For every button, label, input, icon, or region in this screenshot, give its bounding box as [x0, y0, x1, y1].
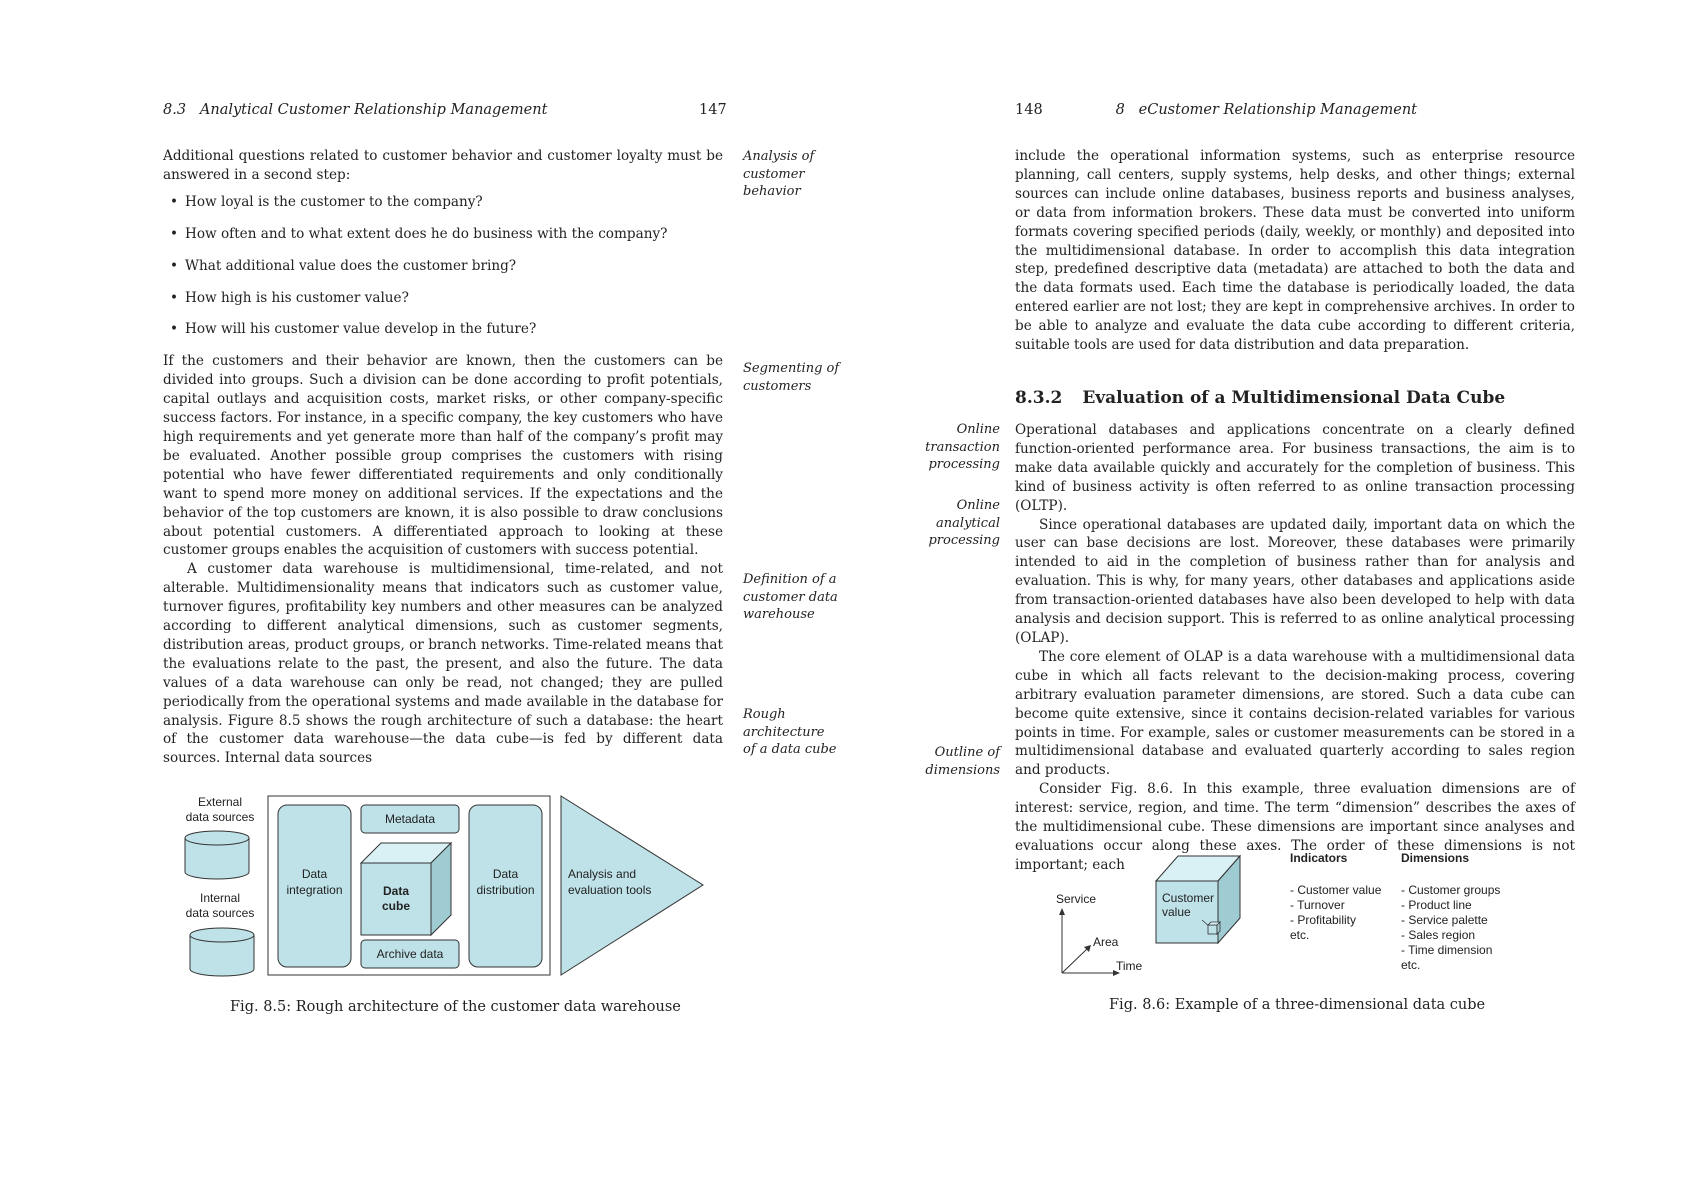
margin-note-analysis: Analysis of customer behavior: [743, 149, 815, 199]
dimension-item: - Sales region: [1401, 928, 1476, 942]
external-database-icon: [185, 831, 249, 879]
list-item: • How often and to what extent does he do business with the company?: [185, 225, 723, 244]
data-cube-label-line2: cube: [381, 899, 411, 913]
left-page: [0, 0, 842, 1191]
page-number-148: 148: [1015, 102, 1043, 118]
dimension-item: - Product line: [1401, 898, 1472, 912]
right-page: [842, 0, 1685, 1191]
internal-sources-label-line2: data sources: [185, 906, 255, 920]
internal-database-icon: [190, 928, 254, 976]
warehouse-paragraph: A customer data warehouse is multidimensional, time-related, and not alterable. Multidimensionality means that indicators such as customer value, turnover figures, profitability key numbers and other measures can be analyzed according to different analytical dimensions, such as customer segments, distribution areas, product groups, or branch networks. Time-related means that the evaluations relate to the past, the present, and also the future. The data values of a data warehouse can only be read, not changed; they are pulled periodically from the operational systems and made available in the database for analysis. Figure 8.5 shows the rough architecture of such a database: the heart of the customer data warehouse—the data cube—is fed by different data sources. Internal data sources: [163, 561, 723, 767]
oltp-paragraph: Operational databases and applications concentrate on a clearly defined function-oriented performance area. For business transactions, the aim is to make data available quickly and accurately for the completion of business. This kind of business activity is often referred to as online transaction processing (OLTP).: [1015, 422, 1575, 514]
consider-paragraph: Consider Fig. 8.6. In this example, three evaluation dimensions are of interest: service, region, and time. The term “dimension” describes the axes of the multidimensional cube. These dimensions are important since analyses and evaluations occur along these axes. The order of these dimensions is not important; each: [1015, 781, 1575, 873]
internal-sources-label-line1: Internal: [199, 891, 241, 905]
axis-area-label: Area: [1093, 935, 1119, 949]
cube-label-line1: Customer: [1162, 891, 1215, 905]
data-integration-label-line2: integration: [286, 883, 343, 897]
margin-note-oltp: Online transaction processing: [925, 422, 1000, 472]
figure-8-6-data-cube: [1052, 848, 1501, 978]
header-chapter-title: eCustomer Relationship Management: [1138, 102, 1417, 118]
header-section-number: 8.3: [163, 102, 187, 118]
cube-label-line2: value: [1162, 905, 1191, 919]
right-column-text-top: [1015, 147, 1575, 355]
page-number-147: 147: [699, 102, 727, 118]
dimension-item: - Service palette: [1401, 913, 1488, 927]
section-title: Evaluation of a Multidimensional Data Cube: [1082, 388, 1506, 408]
metadata-label: Metadata: [384, 812, 436, 826]
dimension-item: - Time dimension: [1401, 943, 1493, 957]
olap-paragraph: Since operational databases are updated daily, important data on which the user can base decisions are lost. Moreover, these databases were primarily intended to aid in the completion of business rather than for analysis and evaluation. This is why, for many years, other databases and applications aside from transaction-oriented databases have also been developed to help with data analysis and decision support. This is referred to as online analytical processing (OLAP).: [1015, 516, 1575, 646]
margin-note-dimensions: Outline of dimensions: [925, 745, 1000, 778]
margin-note-warehouse-definition: Definition of a customer data warehouse: [743, 572, 838, 622]
figure-8-6-caption: Fig. 8.6: Example of a three-dimensional data cube: [1109, 997, 1486, 1013]
figure-8-5-caption: Fig. 8.5: Rough architecture of the customer data warehouse: [230, 999, 681, 1015]
list-item: • How loyal is the customer to the company?: [185, 193, 723, 212]
running-header-left: [163, 102, 547, 118]
continued-paragraph: include the operational information systems, such as enterprise resource planning, call centers, supply systems, help desks, and other things; external sources can include online databases, business reports and business analyses, or data from information brokers. These data must be converted into uniform formats covering specified periods (daily, weekly, or monthly) and deposited into the multidimensional database. In order to accomplish this data integration step, predefined descriptive data (metadata) are attached to both the data and the data formats used. Each time the database is periodically loaded, the data entered earlier are not lost; they are kept in comprehensive archives. In order to be able to analyze and evaluate the data cube according to different criteria, suitable tools are used for data distribution and data preparation.: [1015, 148, 1575, 354]
axis-time-label: Time: [1116, 959, 1143, 973]
dimensions-heading: Dimensions: [1401, 851, 1470, 865]
figure-8-5-architecture: [170, 790, 710, 985]
indicator-item: - Customer value: [1290, 883, 1382, 897]
header-section-title: Analytical Customer Relationship Management: [199, 102, 548, 118]
question-list: [163, 193, 723, 340]
dimension-item: etc.: [1401, 958, 1421, 972]
section-heading-8-3-2: [1015, 388, 1505, 408]
list-item: • How high is his customer value?: [185, 289, 723, 308]
list-item: • What additional value does the customer bring?: [185, 257, 723, 276]
analysis-tools-label-line2: evaluation tools: [568, 883, 652, 897]
analysis-tools-label-line1: Analysis and: [568, 867, 637, 881]
list-item: • How will his customer value develop in the future?: [185, 320, 723, 339]
margin-note-rough-architecture: Rough architecture of a data cube: [743, 707, 837, 757]
left-column-text: [163, 147, 723, 768]
section-number: 8.3.2: [1015, 388, 1063, 408]
segmenting-paragraph: If the customers and their behavior are known, then the customers can be divided into groups. Such a division can be done according to profit potentials, capital outlays and acquisition costs, market risks, or other company-specific success factors. For instance, in a specific company, the key customers who have high requirements and yet generate more than half of the company’s profit may be evaluated. Another possible group comprises the customers with rising potential who have fewer differentiated requirements and only conditionally want to spend more money on additional services. If the expectations and the behavior of the top customers are known, it is also possible to draw conclusions about potential customers. A differentiated approach to looking at these customer groups enables the acquisition of customers with success potential.: [163, 353, 723, 559]
data-integration-label-line1: Data: [301, 867, 328, 881]
indicators-heading: Indicators: [1290, 851, 1348, 865]
right-column-text-bottom: [1015, 421, 1575, 875]
archive-data-label: Archive data: [376, 947, 444, 961]
header-chapter-number: 8: [1115, 102, 1125, 118]
indicator-item: - Profitability: [1290, 913, 1357, 927]
axis-service-label: Service: [1056, 892, 1097, 906]
data-distribution-label-line1: Data: [492, 867, 519, 881]
intro-paragraph: Additional questions related to customer behavior and customer loyalty must be answered in a second step:: [163, 148, 723, 183]
data-distribution-label-line2: distribution: [476, 883, 535, 897]
external-sources-label-line2: data sources: [185, 810, 255, 824]
external-sources-label-line1: External: [197, 795, 243, 809]
data-cube-label-line1: Data: [382, 884, 410, 898]
core-element-paragraph: The core element of OLAP is a data warehouse with a multidimensional data cube in which all facts relevant to the decision-making process, covering arbitrary evaluation parameter dimensions, are stored. Such a data cube can become quite extensive, since it contains decision-related variables for various points in time. For example, sales or customer measurements can be stored in a multidimensional database and evaluated quarterly according to sales region and products.: [1015, 648, 1575, 779]
margin-note-segmenting: Segmenting of customers: [743, 361, 840, 394]
running-header-right: [1116, 102, 1417, 118]
indicator-item: - Turnover: [1290, 898, 1345, 912]
indicator-item: etc.: [1290, 928, 1310, 942]
margin-note-olap: Online analytical processing: [928, 498, 1000, 548]
dimension-item: - Customer groups: [1401, 883, 1501, 897]
